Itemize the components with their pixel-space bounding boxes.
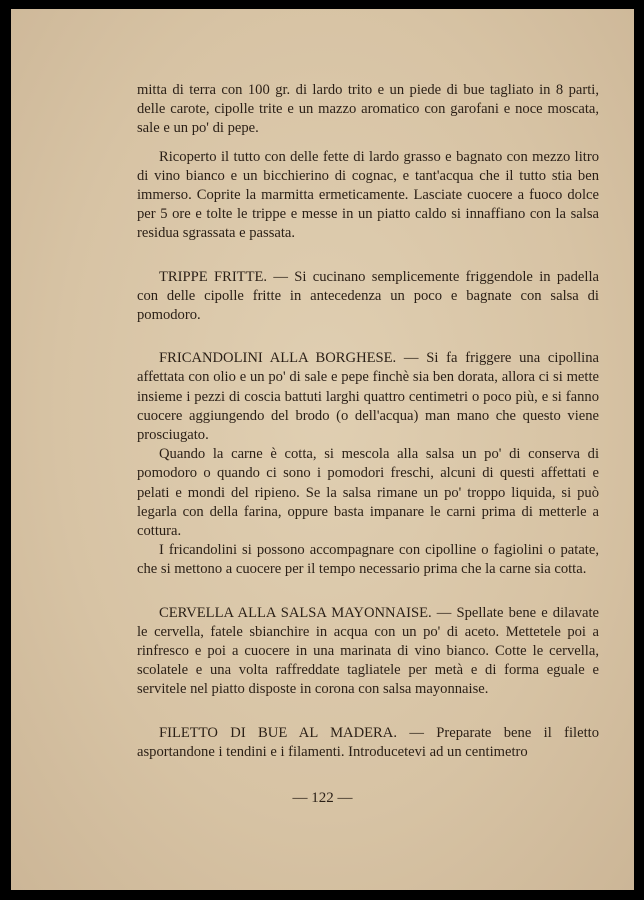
recipe-cervella-salsa-mayonnaise: CERVELLA ALLA SALSA MAYONNAISE. — Spellate bene e dilavate le cervella, fatele sbianchire in acqua con un po' di aceto. Mettetele poi a rinfresco e poi a cuocere in una marinata di vino bianco. Cotte le cervella, scolatele e una volta raffreddate tagliatele per metà e di forma eguale e servitele nel piatto disposte in corona con salsa mayonnaise.	[137, 604, 599, 698]
paragraph-continuation: mitta di terra con 100 gr. di lardo trito e un piede di bue tagliato in 8 parti, delle carote, cipolle trite e un mazzo aromatico con garofani e noce moscata, sale e un po' di pepe.	[137, 82, 599, 137]
book-page	[11, 9, 634, 890]
paragraph-trippe-preparation: Ricoperto il tutto con delle fette di lardo grasso e bagnato con mezzo litro di vino bianco e un bicchierino di cognac, e tant'acqua che il tutto stia ben immerso. Coprite la marmitta ermeticamente. Lasciate cuocere a fuoco dolce per 5 ore e tolte le trippe e messe in un piatto caldo si innaffiano con la salsa residua sgrassata e passata.	[137, 148, 599, 242]
recipe-fricandolini-alla-borghese: FRICANDOLINI ALLA BORGHESE. — Si fa friggere una cipollina affettata con olio e un po' di sale e pepe finchè sia ben dorata, allora ci si mette insieme i pezzi di coscia battuti larghi quattro centimetri o poco più, e si fanno cuocere aggiungendo del brodo (o dell'acqua) man mano che questo viene prosciugato.	[137, 350, 599, 444]
paragraph-fricandolini-sauce: Quando la carne è cotta, si mescola alla salsa un po' di conserva di pomodoro o quando ci sono i pomodori freschi, alcuni di questi affettati e pelati e mondi del ripieno. Se la salsa rimane un po' troppo liquida, si può legarla con della farina, oppure basta impanare le carni prima di metterle a cottura.	[137, 446, 599, 540]
recipe-filetto-di-bue-al-madera: FILETTO DI BUE AL MADERA. — Preparate bene il filetto asportandone i tendini e i filamenti. Introducetevi ad un centimetro	[137, 724, 599, 760]
paragraph-fricandolini-sides: I fricandolini si possono accompagnare con cipolline o fagiolini o patate, che si mettono a cuocere per il tempo necessario prima che la carne sia cotta.	[137, 542, 599, 578]
page-body	[137, 81, 599, 762]
recipe-trippe-fritte: TRIPPE FRITTE. — Si cucinano semplicemente friggendole in padella con delle cipolle fritte in antecedenza un poco e bagnate con salsa di pomodoro.	[137, 268, 599, 324]
page-number: — 122 —	[292, 790, 353, 806]
